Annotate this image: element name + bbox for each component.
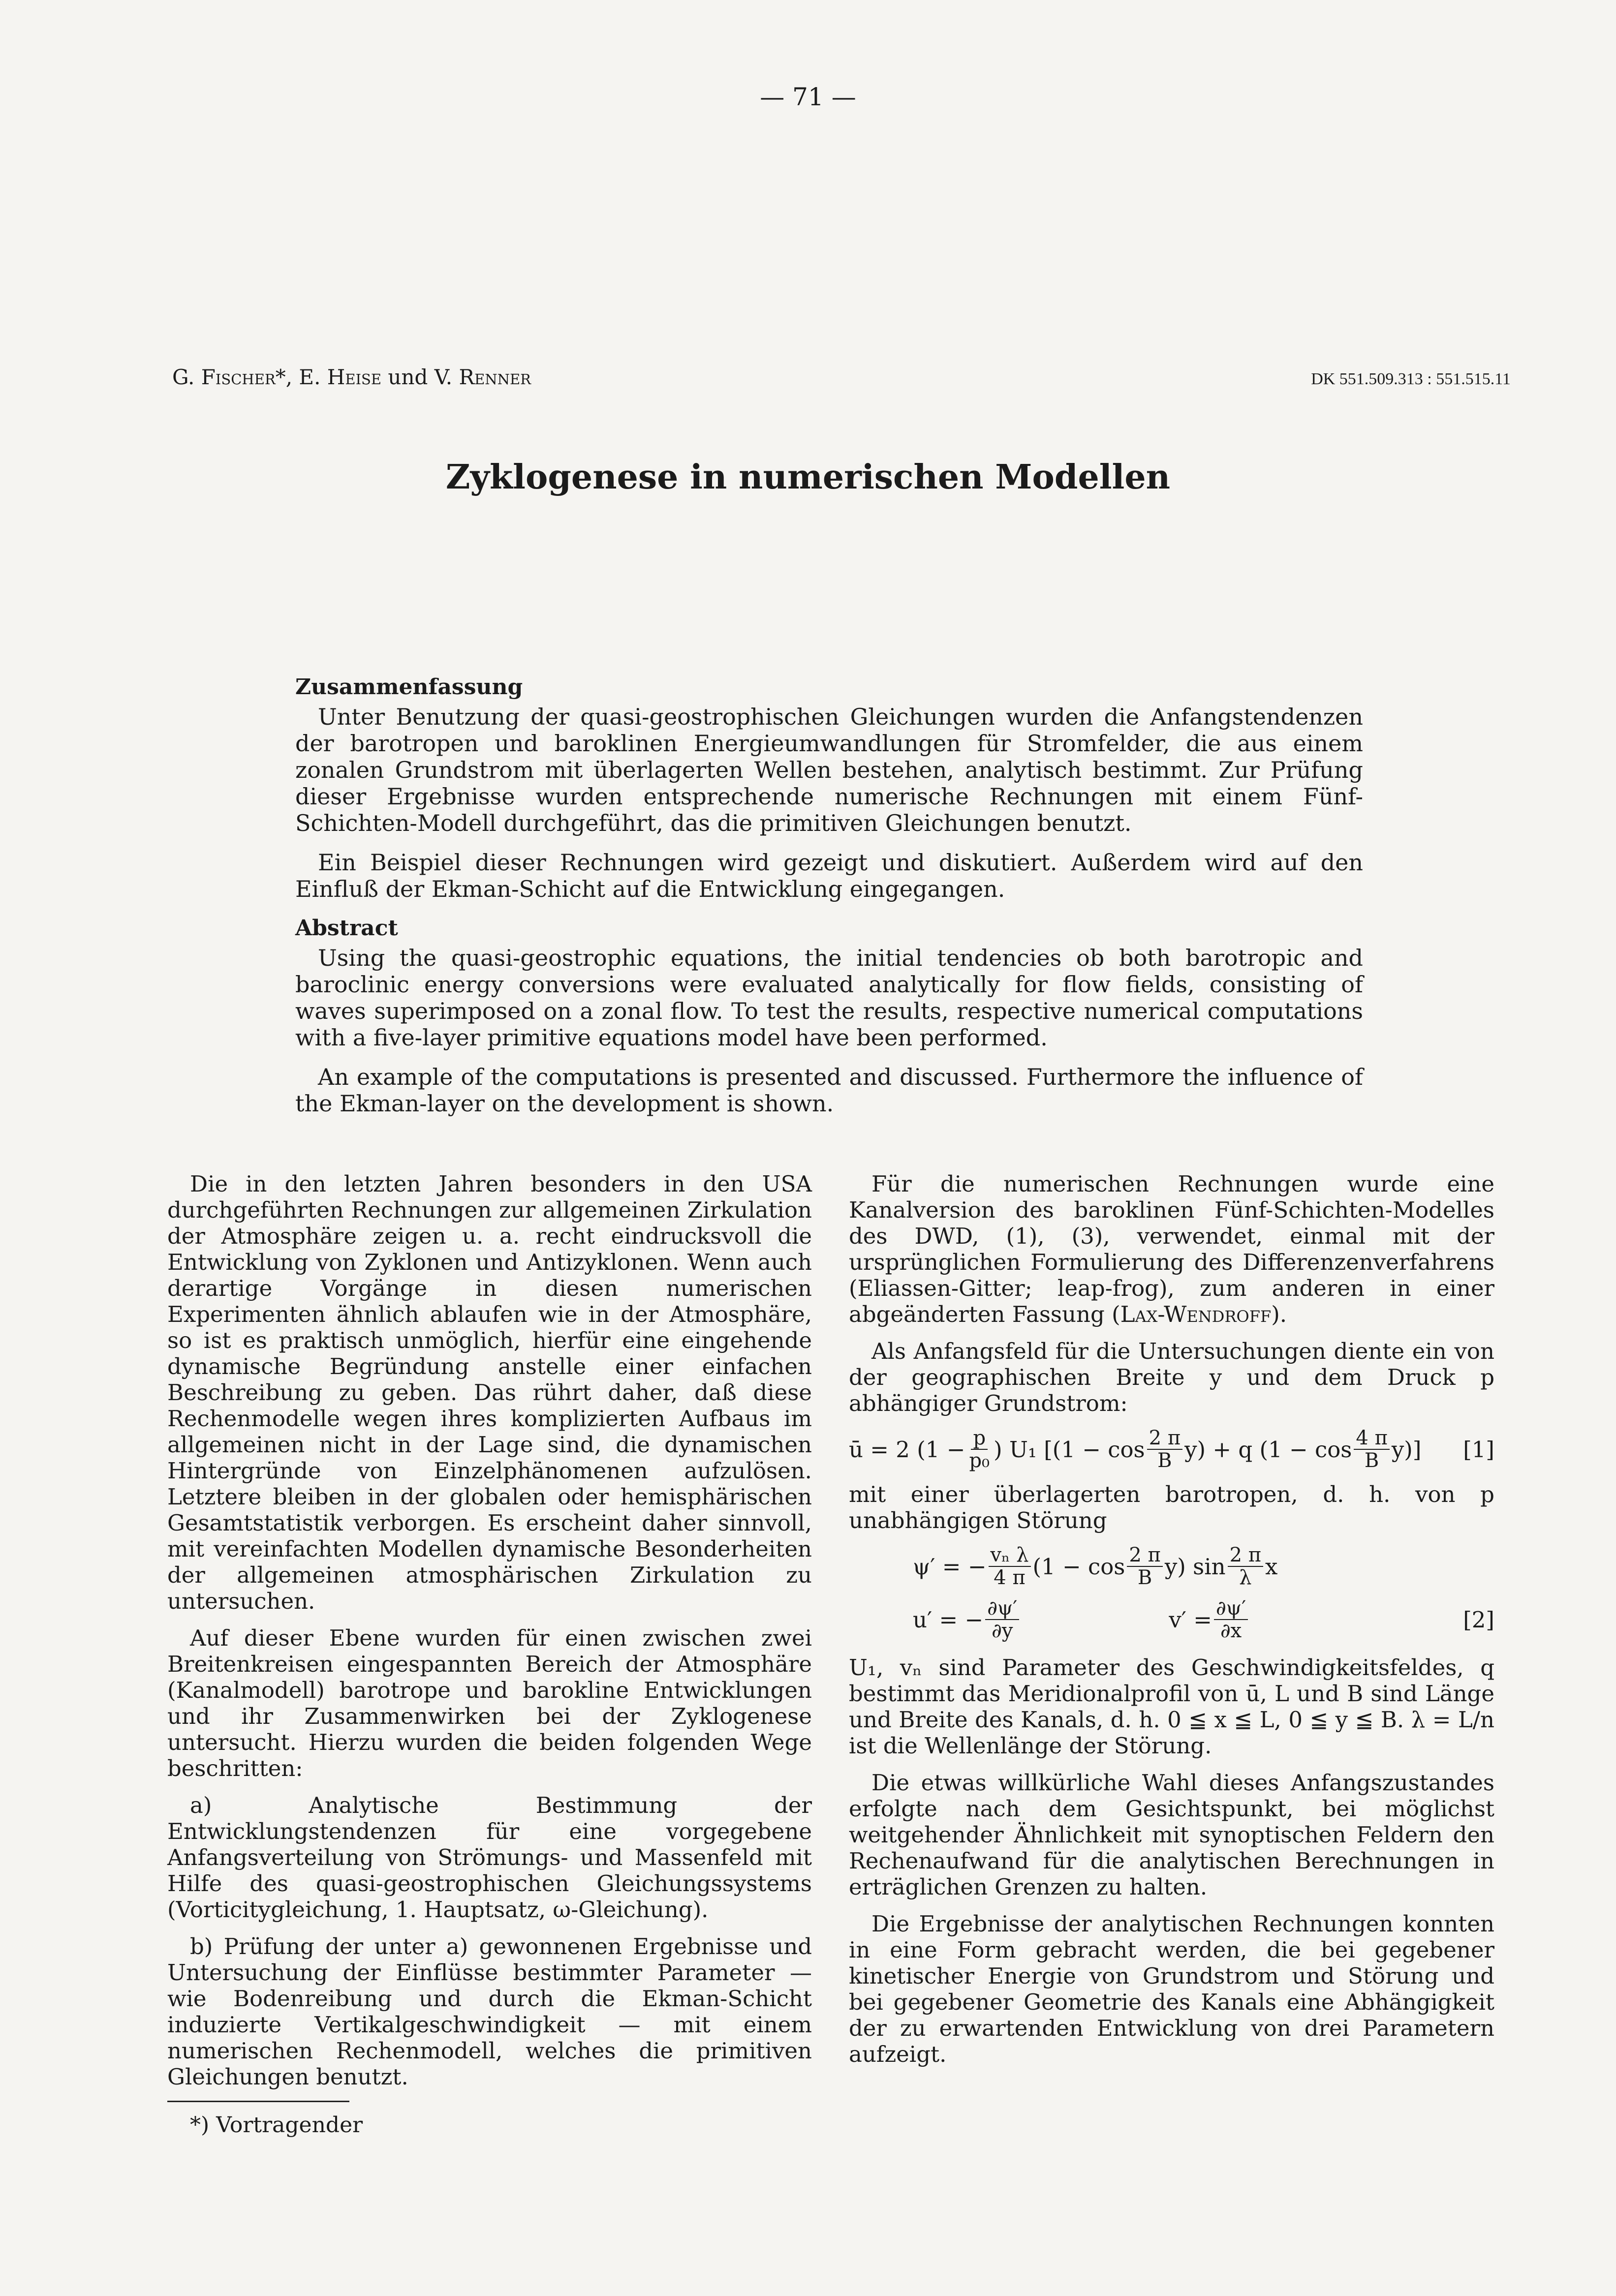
right-p1-lax-wendroff: Lax-Wendroff bbox=[1120, 1301, 1272, 1327]
paper-title: Zyklogenese in numerischen Modellen bbox=[445, 458, 1171, 497]
right-paragraph-5: Die etwas willkürliche Wahl dieses Anfangszustandes erfolgte nach dem Gesichtspunkt, bei möglichst weitgehender Ähnlichkeit mit synoptischen Feldern den Rechenaufwand für die analytischen Berechnungen in erträglichen Grenzen zu halten. bbox=[849, 1770, 1494, 1900]
eq2-v-den: ∂x bbox=[1220, 1620, 1242, 1642]
eq1-lhs: ū = 2 (1 − bbox=[849, 1436, 965, 1463]
summary-heading: Zusammenfassung bbox=[295, 674, 523, 700]
abstract-heading: Abstract bbox=[295, 916, 398, 941]
abstract-paragraph-1: Using the quasi-geostrophic equations, the initial tendencies ob both barotropic and baroclinic energy conversions were evaluated analytically for flow fields, consisting of waves superimposed on a zonal flow. To test the results, respective numerical computations with a five-layer primitive equations model have been performed. bbox=[295, 945, 1363, 1051]
page-number: — 71 — bbox=[760, 83, 856, 111]
right-paragraph-2: Als Anfangsfeld für die Untersuchungen diente ein von der geographischen Breite y und dem Druck p abhängiger Grundstrom: bbox=[849, 1338, 1494, 1416]
author-fischer: Fischer bbox=[201, 365, 276, 389]
eq2-u-den: ∂y bbox=[992, 1620, 1013, 1642]
author-sep-1: *, E. bbox=[275, 365, 327, 389]
summary-paragraph-1: Unter Benutzung der quasi-geostrophischen Gleichungen wurden die Anfangstendenzen der barotropen und baroklinen Energieumwandlungen für Stromfelder, die aus einem zonalen Grundstrom mit überlagerten Wellen bestehen, analytisch bestimmt. Zur Prüfung dieser Ergebnisse wurden entsprechende numerische Rechnungen mit einem Fünf-Schichten-Modell durchgeführt, das die primitiven Gleichungen benutzt. bbox=[295, 704, 1363, 836]
equation-2 bbox=[849, 1544, 1494, 1642]
eq2-psi-mid: (1 − cos bbox=[1032, 1553, 1125, 1580]
eq2-v-num: ∂ψ′ bbox=[1214, 1597, 1248, 1620]
eq1-frac3-num: 4 π bbox=[1354, 1427, 1389, 1450]
eq2-psi-frac3-den: λ bbox=[1239, 1566, 1252, 1589]
eq2-psi-frac1-num: vₙ λ bbox=[989, 1544, 1031, 1567]
eq1-frac3-den: B bbox=[1364, 1449, 1379, 1472]
eq2-psi-row bbox=[913, 1544, 1494, 1589]
right-column bbox=[849, 1171, 1494, 2078]
eq2-psi-lhs: ψ′ = − bbox=[913, 1553, 987, 1580]
eq1-end: y)] bbox=[1391, 1436, 1422, 1463]
equation-1 bbox=[849, 1427, 1494, 1471]
eq2-psi-frac2-den: B bbox=[1137, 1566, 1152, 1589]
author-initial-1: G. bbox=[172, 365, 201, 389]
eq1-frac-2 bbox=[1147, 1427, 1182, 1471]
dk-classification: DK 551.509.313 : 551.515.11 bbox=[1311, 370, 1511, 388]
right-paragraph-6: Die Ergebnisse der analytischen Rechnungen konnten in eine Form gebracht werden, die bei gegebener kinetischer Energie von Grundstrom und Störung und bei gegebener Geometrie des Kanals eine Abhängigkeit der zu erwartenden Entwicklung von drei Parametern aufzeigt. bbox=[849, 1911, 1494, 2067]
author-sep-2: und V. bbox=[381, 365, 459, 389]
left-paragraph-3: a) Analytische Bestimmung der Entwicklungstendenzen für eine vorgegebene Anfangsverteilung von Strömungs- und Massenfeld mit Hilfe des quasi-geostrophischen Gleichungssystems (Vorticitygleichung, 1. Hauptsatz, ω-Gleichung). bbox=[167, 1792, 812, 1923]
author-renner: Renner bbox=[459, 365, 531, 389]
left-paragraph-1: Die in den letzten Jahren besonders in den USA durchgeführten Rechnungen zur allgemeinen Zirkulation der Atmosphäre zeigen u. a. recht eindrucksvoll die Entwicklung von Zyklonen und Antizyklonen. Wenn auch derartige Vorgänge in diesen numerischen Experimenten ähnlich ablaufen wie in der Atmosphäre, so ist es praktisch unmöglich, hierfür eine eingehende dynamische Begründung anstelle einer einfachen Beschreibung zu geben. Das rührt daher, daß diese Rechenmodelle wegen ihres komplizierten Aufbaus im allgemeinen nicht in der Lage sind, die dynamischen Hintergründe von Einzelphänomenen aufzulösen. Letztere bleiben in der globalen oder hemisphärischen Gesamtstatistik verborgen. Es erscheint daher sinnvoll, mit vereinfachten Modellen dynamische Besonderheiten der allgemeinen atmosphärischen Zirkulation zu untersuchen. bbox=[167, 1171, 812, 1614]
right-paragraph-4: U₁, vₙ sind Parameter des Geschwindigkeitsfeldes, q bestimmt das Meridionalprofil von ū, L und B sind Länge und Breite des Kanals, d. h. 0 ≦ x ≦ L, 0 ≦ y ≦ B. λ = L/n ist die Wellenlänge der Störung. bbox=[849, 1654, 1494, 1759]
eq2-psi-frac-2 bbox=[1127, 1544, 1162, 1589]
eq2-number: [2] bbox=[1463, 1606, 1494, 1633]
eq2-psi-frac-3 bbox=[1228, 1544, 1263, 1589]
eq1-frac2-num: 2 π bbox=[1147, 1427, 1182, 1450]
eq2-psi-frac3-num: 2 π bbox=[1228, 1544, 1263, 1567]
eq2-psi-mid2: y) sin bbox=[1164, 1553, 1226, 1580]
eq2-psi-end: x bbox=[1265, 1553, 1278, 1580]
footnote: *) Vortragender bbox=[190, 2112, 363, 2138]
eq2-psi-frac-1 bbox=[989, 1544, 1031, 1589]
eq2-v-lhs: v′ = bbox=[1169, 1606, 1212, 1633]
eq1-number: [1] bbox=[1463, 1436, 1494, 1463]
summary-paragraph-2: Ein Beispiel dieser Rechnungen wird gezeigt und diskutiert. Außerdem wird auf den Einfluß der Ekman-Schicht auf die Entwicklung eingegangen. bbox=[295, 849, 1363, 902]
right-p1-end: ). bbox=[1271, 1301, 1287, 1327]
authors bbox=[172, 365, 531, 389]
left-paragraph-4: b) Prüfung der unter a) gewonnenen Ergebnisse und Untersuchung der Einflüsse bestimmter Parameter — wie Bodenreibung und durch die Ekman-Schicht induzierte Vertikalgeschwindigkeit — mit einem numerischen Rechenmodell, welches die primitiven Gleichungen benutzt. bbox=[167, 1933, 812, 2090]
right-p1-text: Für die numerischen Rechnungen wurde eine Kanalversion des baroklinen Fünf-Schichten-Modelles des DWD, (1), (3), verwendet, einmal mit der ursprünglichen Formulierung des Differenzenverfahrens (Eliassen-Gitter; leap-frog), zum anderen in einer abgeänderten Fassung ( bbox=[849, 1171, 1494, 1327]
eq1-frac-1 bbox=[967, 1427, 992, 1471]
eq1-mid: ) U₁ [(1 − cos bbox=[994, 1436, 1145, 1463]
eq2-u-lhs: u′ = − bbox=[913, 1606, 984, 1633]
eq2-uv-row bbox=[913, 1597, 1494, 1642]
left-paragraph-2: Auf dieser Ebene wurden für einen zwischen zwei Breitenkreisen eingespannten Bereich der Atmosphäre (Kanalmodell) barotrope und barokline Entwicklungen und ihr Zusammenwirken bei der Zyklogenese untersucht. Hierzu wurden die beiden folgenden Wege beschritten: bbox=[167, 1625, 812, 1781]
abstract-paragraph-2: An example of the computations is presented and discussed. Furthermore the influence of the Ekman-layer on the development is shown. bbox=[295, 1064, 1363, 1117]
eq2-psi-frac2-num: 2 π bbox=[1127, 1544, 1162, 1567]
left-column bbox=[167, 1171, 812, 2149]
eq1-frac2-den: B bbox=[1157, 1449, 1172, 1472]
author-heise: Heise bbox=[327, 365, 382, 389]
summary-block bbox=[295, 674, 1363, 1130]
eq2-v-frac bbox=[1214, 1597, 1248, 1642]
eq1-frac1-num: p bbox=[971, 1427, 988, 1450]
eq1-frac1-den: p₀ bbox=[969, 1449, 990, 1472]
right-paragraph-1 bbox=[849, 1171, 1494, 1327]
eq1-mid2: y) + q (1 − cos bbox=[1184, 1436, 1352, 1463]
eq2-psi-frac1-den: 4 π bbox=[994, 1566, 1026, 1589]
footnote-rule bbox=[167, 2101, 349, 2102]
eq2-u-frac bbox=[985, 1597, 1019, 1642]
eq2-u-num: ∂ψ′ bbox=[985, 1597, 1019, 1620]
eq1-frac-3 bbox=[1354, 1427, 1389, 1471]
right-paragraph-3: mit einer überlagerten barotropen, d. h. von p unabhängigen Störung bbox=[849, 1481, 1494, 1533]
